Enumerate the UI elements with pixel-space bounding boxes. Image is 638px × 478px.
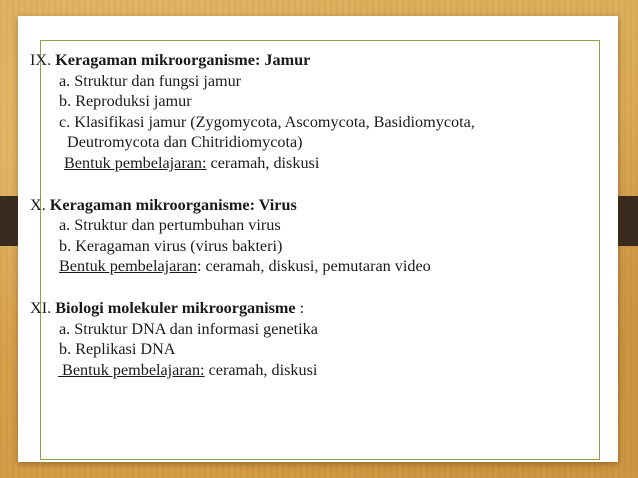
list-item: a. Struktur dan fungsi jamur <box>59 71 242 90</box>
list-item: b. Keragaman virus (virus bakteri) <box>59 236 283 255</box>
list-item: b. Replikasi DNA <box>59 340 176 359</box>
list-item: a. Struktur dan pertumbuhan virus <box>59 216 281 235</box>
section-number: X. <box>30 195 50 214</box>
learning-method <box>30 360 475 381</box>
section-heading <box>30 298 475 319</box>
learning-method-label: Bentuk pembelajaran <box>59 257 197 276</box>
section-title: Biologi molekuler mikroorganisme <box>55 298 296 317</box>
section-virus <box>30 195 475 277</box>
list-item-continuation: Deutromycota dan Chitridiomycota) <box>67 133 303 152</box>
list-item: c. Klasifikasi jamur (Zygomycota, Ascomycota, Basidiomycota, <box>59 112 475 131</box>
section-jamur <box>30 50 475 174</box>
learning-method-value: ceramah, diskusi <box>204 360 318 379</box>
section-number: IX. <box>30 51 56 69</box>
list-item: a. Struktur DNA dan informasi genetika <box>59 319 318 338</box>
learning-method-value: ceramah, diskusi <box>206 153 320 172</box>
slide-content <box>30 50 475 380</box>
section-biologi-molekuler <box>30 298 475 380</box>
learning-method-label: Bentuk pembelajaran: <box>58 360 205 379</box>
section-title: Keragaman mikroorganisme: Virus <box>49 195 297 214</box>
learning-method <box>30 256 475 277</box>
section-heading <box>30 195 475 216</box>
learning-method <box>30 153 475 174</box>
section-title: Keragaman mikroorganisme: Jamur <box>55 51 311 69</box>
section-heading <box>30 50 475 71</box>
list-item: b. Reproduksi jamur <box>59 92 192 111</box>
section-number: XI. <box>30 298 56 317</box>
learning-method-label: Bentuk pembelajaran: <box>64 153 207 172</box>
learning-method-value: : ceramah, diskusi, pemutaran video <box>197 257 431 276</box>
section-title-suffix: : <box>295 298 305 317</box>
